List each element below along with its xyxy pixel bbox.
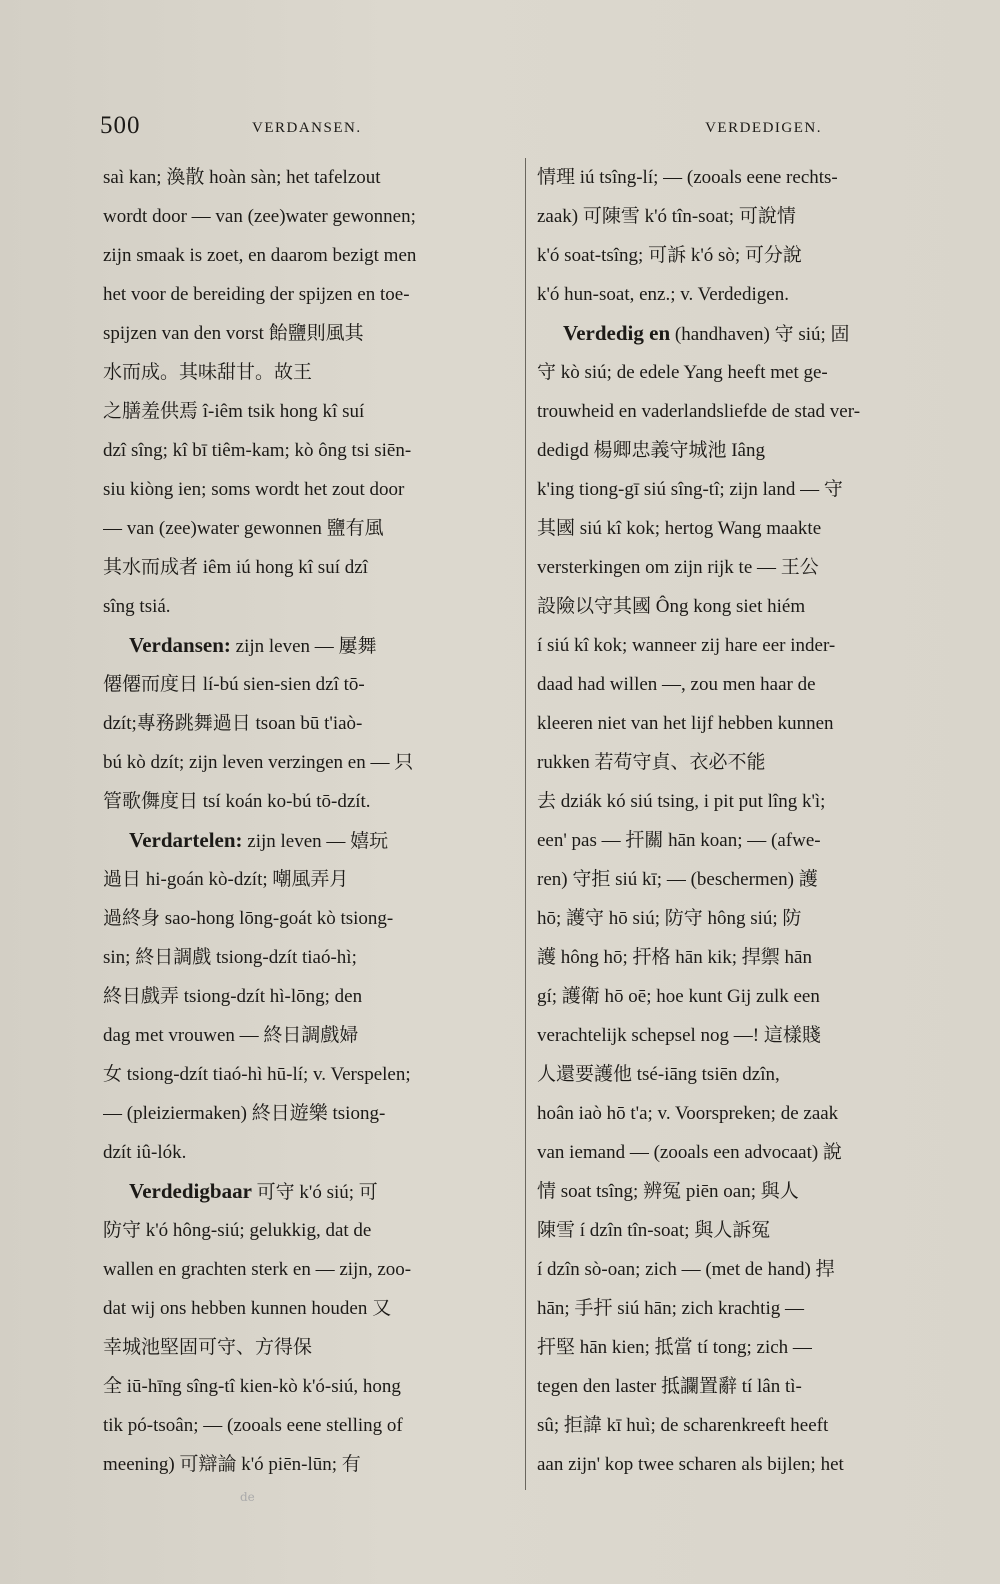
text-line: 過日 hi-goán kò-dzít; 嘲風弄月	[103, 869, 349, 890]
text-line: í dzîn sò-oan; zich — (met de hand) 捍	[537, 1259, 835, 1280]
text-line: van iemand — (zooals een advocaat) 說	[537, 1142, 842, 1163]
text-line: wordt door — van (zee)water gewonnen;	[103, 206, 416, 227]
text-line: 守 kò siú; de edele Yang heeft met ge-	[537, 362, 828, 383]
text-line: trouwheid en vaderlandsliefde de stad ver-	[537, 401, 861, 422]
text-line: sû; 拒諱 kī huì; de scharenkreeft heeft	[537, 1415, 829, 1436]
text-line: Verdansen: zijn leven — 屢舞	[129, 633, 377, 657]
text-line: 其國 siú kî kok; hertog Wang maakte	[537, 518, 822, 539]
text-line: 人還要護他 tsé-iāng tsiēn dzîn,	[537, 1064, 780, 1085]
text-line: 情 soat tsîng; 辨冤 piēn oan; 與人	[537, 1181, 799, 1202]
text-line: 管歌儛度日 tsí koán ko-bú tō-dzít.	[103, 791, 371, 812]
text-line: 全 iū-hīng sîng-tî kien-kò k'ó-siú, hong	[103, 1376, 401, 1397]
running-head-right: VERDEDIGEN.	[705, 120, 822, 136]
page-header	[100, 112, 940, 146]
text-line: versterkingen om zijn rijk te — 王公	[537, 557, 819, 578]
text-line: dzít iû-lók.	[103, 1142, 187, 1163]
text-line: dzít;專務跳舞過日 tsoan bū t'iaò-	[103, 713, 363, 734]
text-line: 僊僊而度日 lí-bú sien-sien dzî tō-	[103, 674, 365, 695]
text-line: 過終身 sao-hong lōng-goát kò tsiong-	[103, 908, 394, 929]
text-line: 水而成。其味甜甘。故王	[103, 362, 313, 383]
text-line: tik pó-tsoân; — (zooals eene stelling of	[103, 1415, 403, 1436]
text-line: dat wij ons hebben kunnen houden 又	[103, 1298, 392, 1319]
text-line: dedigd 楊卿忠義守城池 Iâng	[537, 440, 765, 461]
text-line: aan zijn' kop twee scharen als bijlen; het	[537, 1454, 844, 1475]
page-number: 500	[100, 112, 141, 139]
text-line: kleeren niet van het lijf hebben kunnen	[537, 713, 834, 734]
text-line: 防守 k'ó hông-siú; gelukkig, dat de	[103, 1220, 372, 1241]
text-line: meening) 可辯論 k'ó piēn-lūn; 有	[103, 1454, 361, 1475]
text-line: spijzen van den vorst 飴鹽則風其	[103, 323, 364, 344]
text-line: een' pas — 扞關 hān koan; — (afwe-	[537, 830, 821, 851]
text-line: k'ing tiong-gī siú sîng-tî; zijn land — 守	[537, 479, 843, 500]
text-line: zaak) 可陳雪 k'ó tîn-soat; 可說情	[537, 206, 796, 227]
text-line: saì kan; 渙散 hoàn sàn; het tafelzout	[103, 167, 381, 188]
entry-headword: Verdedigbaar	[129, 1179, 252, 1203]
left-column	[103, 158, 515, 1484]
text-line: sîng tsiá.	[103, 596, 171, 617]
text-line: — (pleiziermaken) 終日遊樂 tsiong-	[103, 1103, 386, 1124]
text-line: 幸城池堅固可守、方得保	[103, 1337, 313, 1358]
text-line: siu kiòng ien; soms wordt het zout door	[103, 479, 405, 500]
text-line: bú kò dzít; zijn leven verzingen en — 只	[103, 752, 414, 773]
text-line: zijn smaak is zoet, en daarom bezigt men	[103, 245, 417, 266]
text-line: hō; 護守 hō siú; 防守 hông siú; 防	[537, 908, 802, 929]
footer-mark: de	[240, 1490, 255, 1504]
text-line: verachtelijk schepsel nog —! 這樣賤	[537, 1025, 821, 1046]
text-line: daad had willen —, zou men haar de	[537, 674, 816, 695]
text-line: tegen den laster 抵讕置辭 tí lân tì-	[537, 1376, 802, 1397]
text-line: ren) 守拒 siú kī; — (beschermen) 護	[537, 869, 818, 890]
text-line: hoân iaò hō t'a; v. Voorspreken; de zaak	[537, 1103, 839, 1124]
text-line: dag met vrouwen — 終日調戲婦	[103, 1025, 359, 1046]
text-line: Verdartelen: zijn leven — 嬉玩	[129, 828, 389, 852]
running-head-left: VERDANSEN.	[252, 120, 362, 136]
text-line: dzî sîng; kî bī tiêm-kam; kò ông tsi siēn-	[103, 440, 412, 461]
text-line: 去 dziák kó siú tsing, i pit put lîng k'ì;	[537, 791, 826, 812]
text-line: 女 tsiong-dzít tiaó-hì hū-lí; v. Verspelen;	[103, 1064, 411, 1085]
text-line: k'ó hun-soat, enz.; v. Verdedigen.	[537, 284, 789, 305]
text-line: 之膳羞供焉 î-iêm tsik hong kî suí	[103, 401, 365, 422]
text-line: — van (zee)water gewonnen 鹽有風	[103, 518, 384, 539]
text-line: 情理 iú tsîng-lí; — (zooals eene rechts-	[537, 167, 838, 188]
text-line: wallen en grachten sterk en — zijn, zoo-	[103, 1259, 412, 1280]
text-line: 設險以守其國 Ông kong siet hiém	[537, 596, 806, 617]
text-line: hān; 手扞 siú hān; zich krachtig —	[537, 1298, 804, 1319]
text-line: sin; 終日調戲 tsiong-dzít tiaó-hì;	[103, 947, 357, 968]
text-line: 陳雪 í dzîn tîn-soat; 與人訴冤	[537, 1220, 771, 1241]
text-line: Verdedig en (handhaven) 守 siú; 固	[563, 321, 850, 345]
entry-headword: Verdartelen:	[129, 828, 243, 852]
entry-headword: Verdansen:	[129, 633, 231, 657]
text-line: k'ó soat-tsîng; 可訴 k'ó sò; 可分說	[537, 245, 802, 266]
text-line: í siú kî kok; wanneer zij hare eer inder-	[537, 635, 836, 656]
text-line: 扞堅 hān kien; 抵當 tí tong; zich —	[537, 1337, 812, 1358]
text-line: het voor de bereiding der spijzen en toe-	[103, 284, 410, 305]
text-line: gí; 護衛 hō oē; hoe kunt Gij zulk een	[537, 986, 820, 1007]
column-divider	[525, 158, 526, 1490]
text-line: Verdedigbaar 可守 k'ó siú; 可	[129, 1179, 378, 1203]
right-column	[537, 158, 939, 1484]
text-line: rukken 若苟守貞、衣必不能	[537, 752, 766, 773]
entry-headword: Verdedig en	[563, 321, 671, 345]
text-line: 終日戲弄 tsiong-dzít hì-lōng; den	[103, 986, 363, 1007]
text-line: 其水而成者 iêm iú hong kî suí dzî	[103, 557, 368, 578]
text-line: 護 hông hō; 扞格 hān kik; 捍禦 hān	[537, 947, 812, 968]
